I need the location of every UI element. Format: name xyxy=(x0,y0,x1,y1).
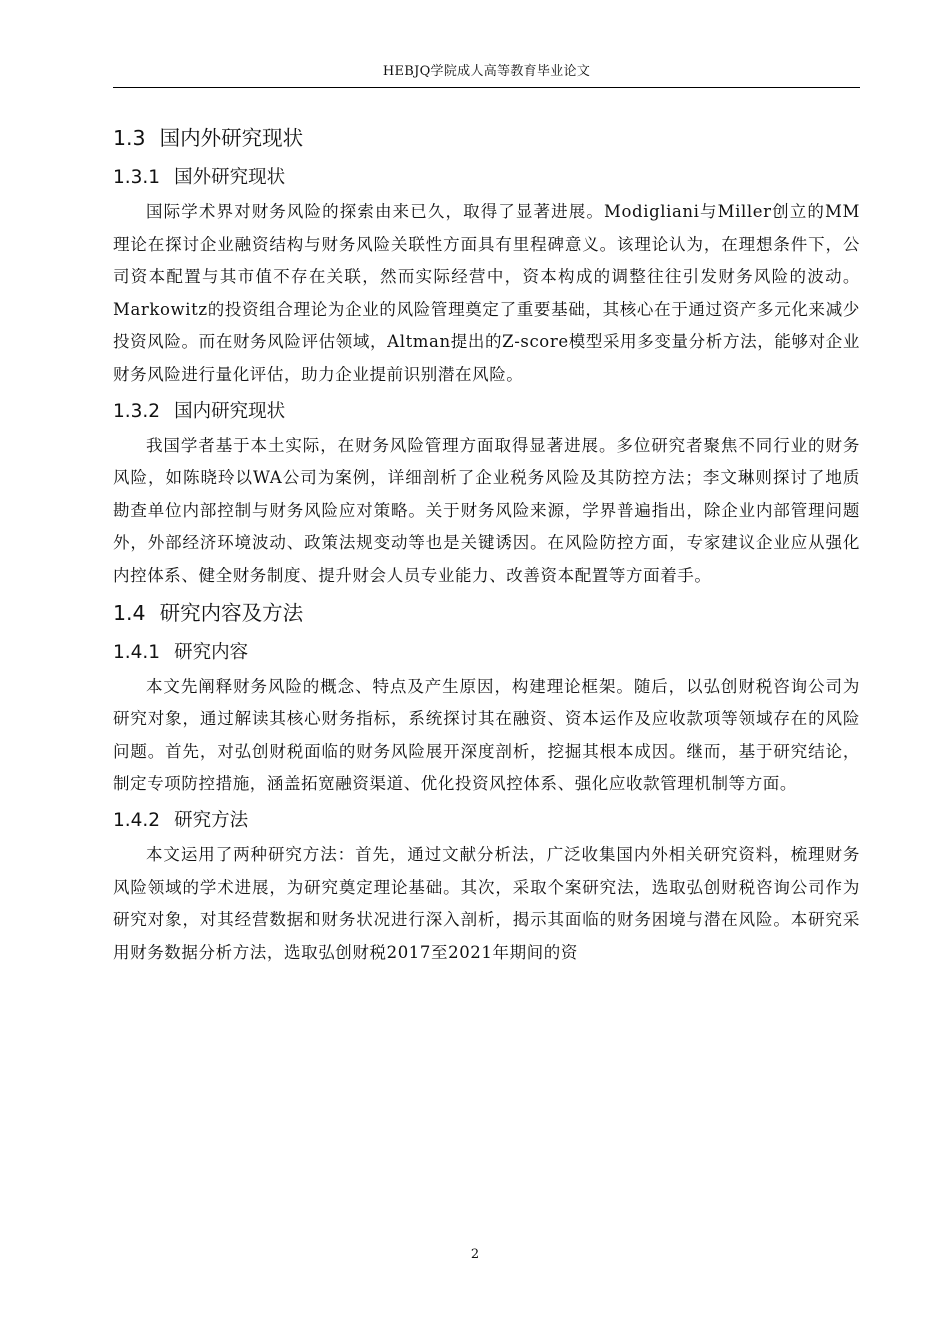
subsection-heading-1-4-1 xyxy=(113,635,860,671)
paragraph-research-methods: 本文运用了两种研究方法：首先，通过文献分析法，广泛收集国内外相关研究资料，梳理财务风险领域的学术进展，为研究奠定理论基础。其次，采取个案研究法，选取弘创财税咨询公司作为研究对象，对其经营数据和财务状况进行深入剖析，揭示其面临的财务困境与潜在风险。本研究采用财务数据分析方法，选取弘创财税2017至2021年期间的资 xyxy=(113,844,860,962)
paragraph-foreign-research: 国际学术界对财务风险的探索由来已久，取得了显著进展。Modigliani与Miller创立的MM理论在探讨企业融资结构与财务风险关联性方面具有里程碑意义。该理论认为，在理想条件下，公司资本配置与其市值不存在关联，然而实际经营中，资本构成的调整往往引发财务风险的波动。Markowitz的投资组合理论为企业的风险管理奠定了重要基础，其核心在于通过资产多元化来减少投资风险。而在财务风险评估领域，Altman提出的Z-score模型采用多变量分析方法，能够对企业财务风险进行量化评估，助力企业提前识别潜在风险。 xyxy=(113,202,860,384)
subsection-heading-1-3-1 xyxy=(113,160,860,196)
subsection-number: 1.4.1 xyxy=(113,641,161,663)
section-number: 1.3 xyxy=(113,126,146,150)
section-heading-1-3 xyxy=(113,118,860,158)
subsection-heading-1-3-2 xyxy=(113,394,860,430)
subsection-title: 研究内容 xyxy=(174,641,249,663)
subsection-number: 1.3.1 xyxy=(113,167,161,188)
page-body xyxy=(113,118,860,969)
paragraph-domestic-research: 我国学者基于本土实际，在财务风险管理方面取得显著进展。多位研究者聚焦不同行业的财务风险，如陈晓玲以WA公司为案例，详细剖析了企业税务风险及其防控方法；李文琳则探讨了地质勘查单位内部控制与财务风险应对策略。关于财务风险来源，学界普遍指出，除企业内部管理问题外，外部经济环境波动、政策法规变动等也是关键诱因。在风险防控方面，专家建议企业应从强化内控体系、健全财务制度、提升财会人员专业能力、改善资本配置等方面着手。 xyxy=(113,435,860,585)
running-header: HEBJQ学院成人高等教育毕业论文 xyxy=(382,64,591,79)
subsection-title: 国内研究现状 xyxy=(174,400,286,422)
subsection-number: 1.3.2 xyxy=(113,400,161,422)
section-heading-1-4 xyxy=(113,593,860,633)
subsection-title: 研究方法 xyxy=(174,809,249,831)
section-title: 研究内容及方法 xyxy=(159,600,304,625)
page-number: 2 xyxy=(470,1247,480,1262)
section-number: 1.4 xyxy=(113,600,146,625)
subsection-number: 1.4.2 xyxy=(113,809,161,831)
section-title: 国内外研究现状 xyxy=(159,126,304,150)
header-divider xyxy=(113,87,860,88)
subsection-title: 国外研究现状 xyxy=(174,167,286,188)
paragraph-research-content: 本文先阐释财务风险的概念、特点及产生原因，构建理论框架。随后，以弘创财税咨询公司为研究对象，通过解读其核心财务指标，系统探讨其在融资、资本运作及应收款项等领域存在的风险问题。首先，对弘创财税面临的财务风险展开深度剖析，挖掘其根本成因。继而，基于研究结论，制定专项防控措施，涵盖拓宽融资渠道、优化投资风控体系、强化应收款管理机制等方面。 xyxy=(113,676,860,794)
subsection-heading-1-4-2 xyxy=(113,803,860,839)
